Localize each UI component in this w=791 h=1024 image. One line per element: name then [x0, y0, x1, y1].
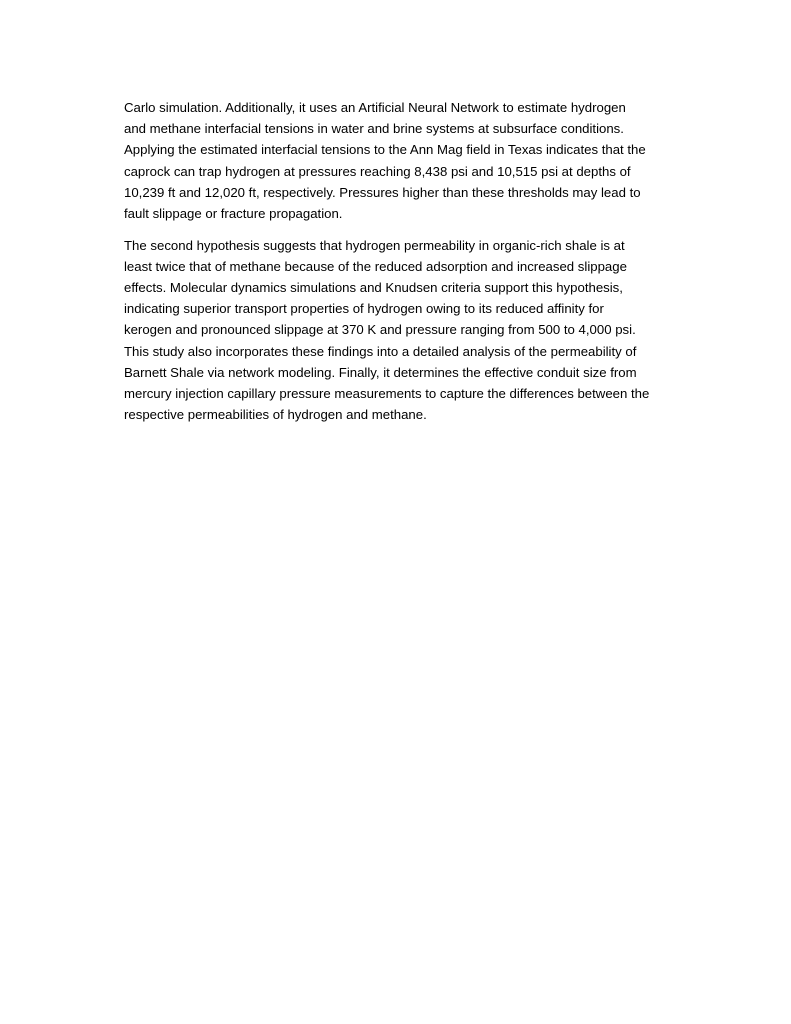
paragraph-2 [124, 235, 669, 426]
document-body [124, 97, 669, 425]
text-line: effects. Molecular dynamics simulations and Knudsen criteria support this hypothesis, [124, 280, 623, 295]
text-line: and methane interfacial tensions in water and brine systems at subsurface conditions. [124, 121, 624, 137]
text-line: indicating superior transport properties of hydrogen owing to its reduced affinity for [124, 301, 604, 317]
text-line: 10,239 ft and 12,020 ft, respectively. Pressures higher than these thresholds may lead to [124, 184, 641, 200]
text-line: Applying the estimated interfacial tensions to the Ann Mag field in Texas indicates that the [124, 142, 646, 158]
text-line: fault slippage or fracture propagation. [124, 205, 343, 221]
text-line: least twice that of methane because of the reduced adsorption and increased slippage [124, 258, 627, 274]
text-line: The second hypothesis suggests that hydrogen permeability in organic-rich shale is at [124, 237, 625, 253]
paragraph-1 [124, 97, 669, 224]
text-line: caprock can trap hydrogen at pressures reaching 8,438 psi and 10,515 psi at depths of [124, 163, 631, 179]
text-line: Carlo simulation. Additionally, it uses an Artificial Neural Network to estimate hydrogen [124, 100, 626, 115]
text-line: respective permeabilities of hydrogen and methane. [124, 407, 427, 423]
text-line: This study also incorporates these findings into a detailed analysis of the permeability of [124, 343, 637, 359]
text-line: kerogen and pronounced slippage at 370 K and pressure ranging from 500 to 4,000 psi. [124, 322, 636, 338]
text-line: mercury injection capillary pressure measurements to capture the differences between the [124, 385, 650, 401]
text-line: Barnett Shale via network modeling. Finally, it determines the effective conduit size from [124, 364, 637, 380]
